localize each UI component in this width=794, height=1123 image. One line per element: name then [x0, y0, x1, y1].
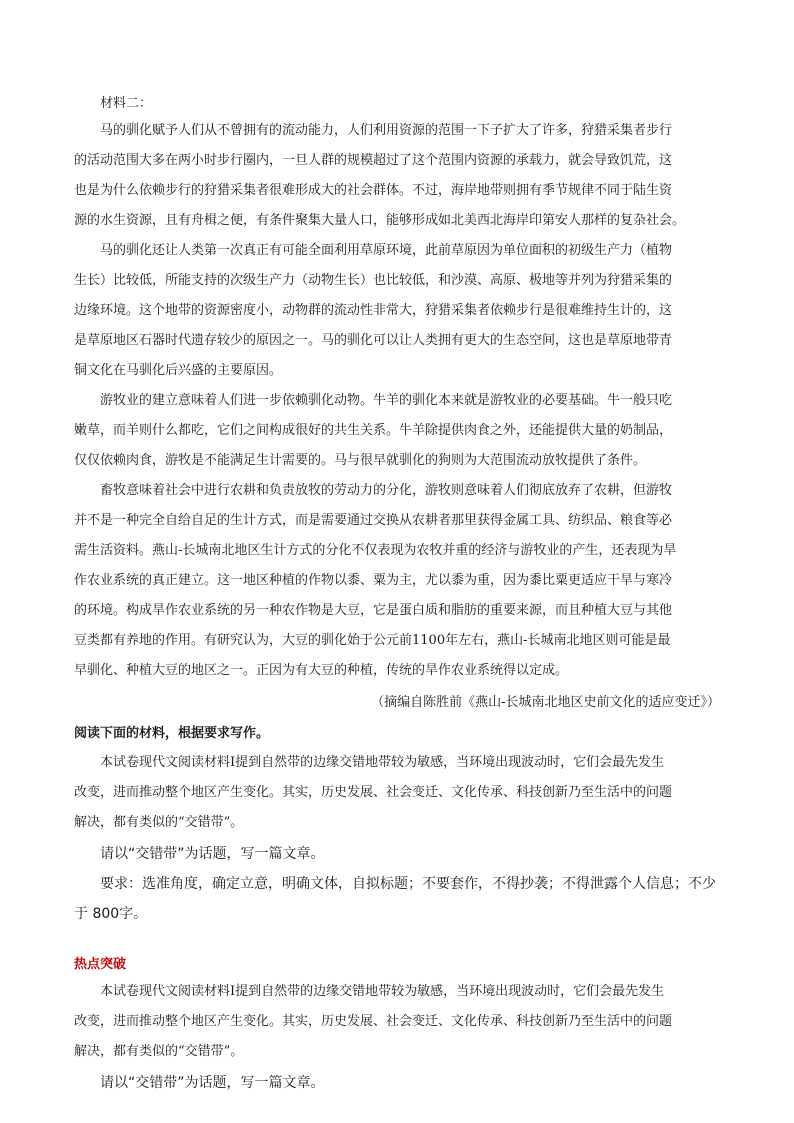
text-line: 需生活资料。燕山-长城南北地区生计方式的分化不仅表现为农牧并重的经济与游牧业的产生，还表现为旱 — [74, 543, 677, 558]
text-line: 本试卷现代文阅读材料Ⅰ提到自然带的边缘交错地带较为敏感，当环境出现波动时，它们会最先发生 — [100, 755, 665, 770]
writing-material — [74, 753, 720, 833]
text-line: 早驯化、种植大豆的地区之一。正因为有大豆的种植，传统的旱作农业系统得以定成。 — [74, 663, 569, 678]
text-line: 豆类都有养地的作用。有研究认为，大豆的驯化始于公元前1100年左右，燕山-长城南北地区则可能是最 — [74, 633, 671, 648]
text-line: 解决，都有类似的“交错带”。 — [74, 1044, 244, 1059]
text-line: 生长）比较低，所能支持的次级生产力（动物生长）也比较低，和沙漠、高原、极地等并列为狩猎采集的 — [74, 273, 673, 288]
paragraph-4 — [74, 481, 720, 681]
text-line: 畜牧意味着社会中进行农耕和负责放牧的劳动力的分化，游牧则意味着人们彻底放弃了农耕，但游牧 — [100, 483, 673, 498]
text-line: 作农业系统的真正建立。这一地区种植的作物以黍、粟为主，尤以黍为重，因为黍比粟更适应干旱与寒冷 — [74, 573, 673, 588]
document-page — [74, 92, 720, 1102]
paragraph-2 — [74, 241, 720, 381]
text-line: 源的水生资源，且有舟楫之便，有条件聚集大量人口，能够形成如北美西北海岸印第安人那样的复杂社会。 — [74, 213, 686, 228]
text-line: 嫩草，而羊则什么都吃，它们之间构成很好的共生关系。牛羊除提供肉食之外，还能提供大量的奶制品， — [74, 423, 673, 438]
text-line: 边缘环境。这个地带的资源密度小，动物群的流动性非常大，狩猎采集者依赖步行是很难维持生计的，这 — [74, 303, 673, 318]
text-line: 的活动范围大多在两小时步行圈内，一旦人群的规模超过了这个范围内资源的承载力，就会导致饥荒，这 — [74, 153, 673, 168]
text-line: 本试卷现代文阅读材料Ⅰ提到自然带的边缘交错地带较为敏感，当环境出现波动时，它们会最先发生 — [100, 984, 665, 999]
writing-prompt: 请以“交错带”为话题，写一篇文章。 — [100, 846, 325, 862]
writing-requirements-line: 要求：选准角度，确定立意，明确文体，自拟标题；不要套作，不得抄袭；不得泄露个人信息；不少 — [100, 876, 716, 892]
text-line: 是草原地区石器时代遗存较少的原因之一。马的驯化可以让人类拥有更大的生态空间，这也是草原地带青 — [74, 333, 673, 348]
material-label: 材料二： — [100, 96, 153, 111]
text-line: 改变，进而推动整个地区产生变化。其实，历史发展、社会变迁、文化传承、科技创新乃至生活中的问题 — [74, 785, 673, 800]
text-line: 也是为什么依赖步行的狩猎采集者很难形成大的社会群体。不过，海岸地带则拥有季节规律不同于陆生资 — [74, 183, 673, 198]
paragraph-1 — [74, 121, 720, 231]
paragraph-3 — [74, 391, 720, 471]
text-line: 游牧业的建立意味着人们进一步依赖驯化动物。牛羊的驯化本来就是游牧业的必要基础。牛一般只吃 — [100, 393, 673, 408]
hotspot-prompt: 请以“交错带”为话题，写一篇文章。 — [100, 1075, 325, 1091]
text-line: 马的驯化还让人类第一次真正有可能全面利用草原环境，此前草原因为单位面积的初级生产力（植物 — [100, 243, 673, 258]
text-line: 的环境。构成旱作农业系统的另一种农作物是大豆，它是蛋白质和脂肪的重要来源，而且种植大豆与其他 — [74, 603, 673, 618]
writing-requirements-line: 于 800字。 — [74, 906, 148, 922]
text-line: 解决，都有类似的“交错带”。 — [74, 815, 244, 830]
text-line: 铜文化在马驯化后兴盛的主要原因。 — [74, 363, 283, 378]
text-line: 改变，进而推动整个地区产生变化。其实，历史发展、社会变迁、文化传承、科技创新乃至生活中的问题 — [74, 1014, 673, 1029]
writing-heading: 阅读下面的材料，根据要求写作。 — [74, 726, 270, 741]
source-citation: （摘编自陈胜前《燕山-长城南北地区史前文化的适应变迁》） — [371, 695, 720, 710]
text-line: 马的驯化赋予人们从不曾拥有的流动能力，人们利用资源的范围一下子扩大了许多，狩猎采集者步行 — [100, 123, 673, 138]
text-line: 仅仅依赖肉食，游牧是不能满足生计需要的。马与很早就驯化的狗则为大范围流动放牧提供了条件。 — [74, 453, 647, 468]
text-line: 并不是一种完全自给自足的生计方式，而是需要通过交换从农耕者那里获得金属工具、纺织品、粮食等必 — [74, 513, 673, 528]
hotspot-heading: 热点突破 — [74, 957, 127, 972]
hotspot-material — [74, 982, 720, 1062]
